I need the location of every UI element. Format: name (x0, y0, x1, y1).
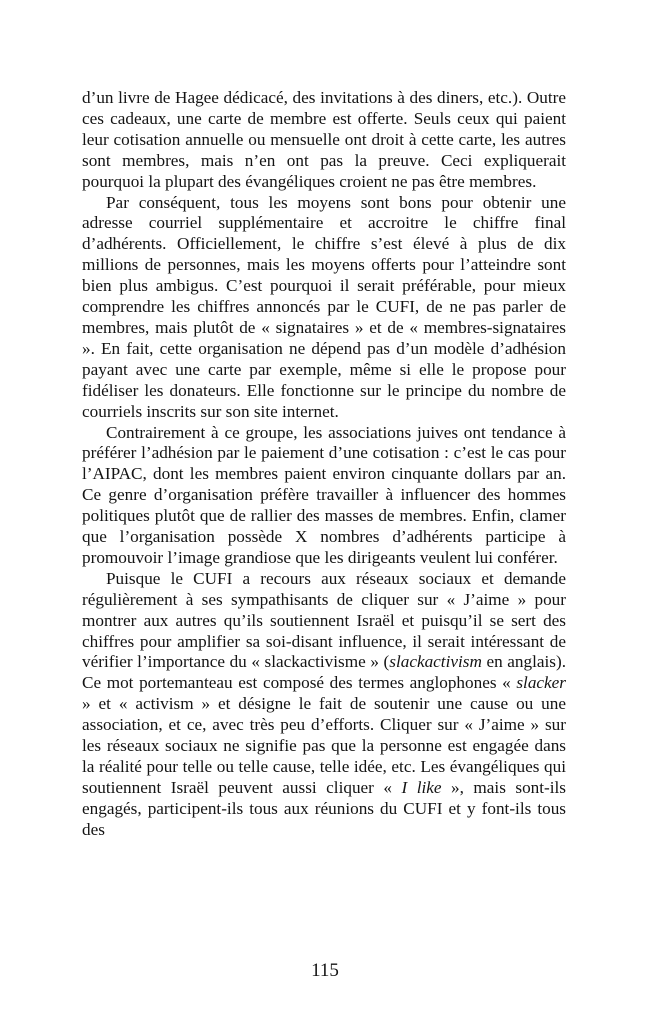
paragraph (82, 423, 566, 569)
text-run: en anglais). Ce mot portemanteau est composé des termes anglophones « (82, 652, 566, 693)
text-run: d’un livre de Hagee dédicacé, des invitations à des diners, etc.). Outre ces cadeaux, une carte de membre est offerte. Seuls ceux qui paient leur cotisation annuelle ou mensuelle ont droit à cette carte, les autres sont membres, mais n’en ont pas la preuve. Ceci expliquerait pourquoi la plupart des évangéliques croient ne pas être membres. (82, 88, 566, 191)
text-run: », mais sont-ils engagés, participent-ils tous aux réunions du CUFI et y font-ils tous des (82, 777, 566, 839)
text-run: Par conséquent, tous les moyens sont bons pour obtenir une adresse courriel supplémentaire et accroitre le chiffre final d’adhérents. Officiellement, le chiffre s’est élevé à plus de dix millions de personnes, mais les moyens offerts pour l’atteindre sont bien plus ambigus. C’est pourquoi il serait préférable, pour mieux comprendre les chiffres annoncés par le CUFI, de ne pas parler de membres, mais plutôt de « signataires » et de « membres-signataires ». En fait, cette organisation ne dépend pas d’un modèle d’adhésion payant avec une carte par exemple, même si elle le propose pour fidéliser les donateurs. Elle fonctionne sur le principe du nombre de courriels inscrits sur son site internet. (82, 192, 566, 421)
body-text (82, 88, 566, 841)
paragraph (82, 88, 566, 193)
italic-text: I like (401, 777, 442, 797)
italic-text: slackactivism (389, 652, 482, 672)
paragraph (82, 569, 566, 841)
page-number: 115 (311, 960, 339, 981)
text-run: » et « activism » et désigne le fait de soutenir une cause ou une association, et ce, avec très peu d’efforts. Cliquer sur « J’aime » sur les réseaux sociaux ne signifie pas que la personne est engagée dans la réalité pour telle ou telle cause, telle idée, etc. Les évangéliques qui soutiennent Israël peuvent aussi cliquer « (82, 694, 566, 797)
text-run: Contrairement à ce groupe, les associations juives ont tendance à préférer l’adhésion par le paiement d’une cotisation : c’est le cas pour l’AIPAC, dont les membres paient environ cinquante dollars par an. Ce genre d’organisation préfère travailler à influencer des hommes politiques plutôt que de rallier des masses de membres. Enfin, clamer que l’organisation possède X nombres d’adhérents participe à promouvoir l’image grandiose que les dirigeants veulent lui conférer. (82, 422, 566, 567)
text-run: Puisque le CUFI a recours aux réseaux sociaux et demande régulièrement à ses sympathisants de cliquer sur « J’aime » pour montrer aux autres qu’ils soutiennent Israël et puisqu’il se sert des chiffres pour amplifier sa soi-disant influence, il serait intéressant de vérifier l’importance du « slackactivisme » ( (82, 568, 566, 672)
italic-text: slacker (516, 673, 566, 693)
paragraph (82, 193, 566, 423)
